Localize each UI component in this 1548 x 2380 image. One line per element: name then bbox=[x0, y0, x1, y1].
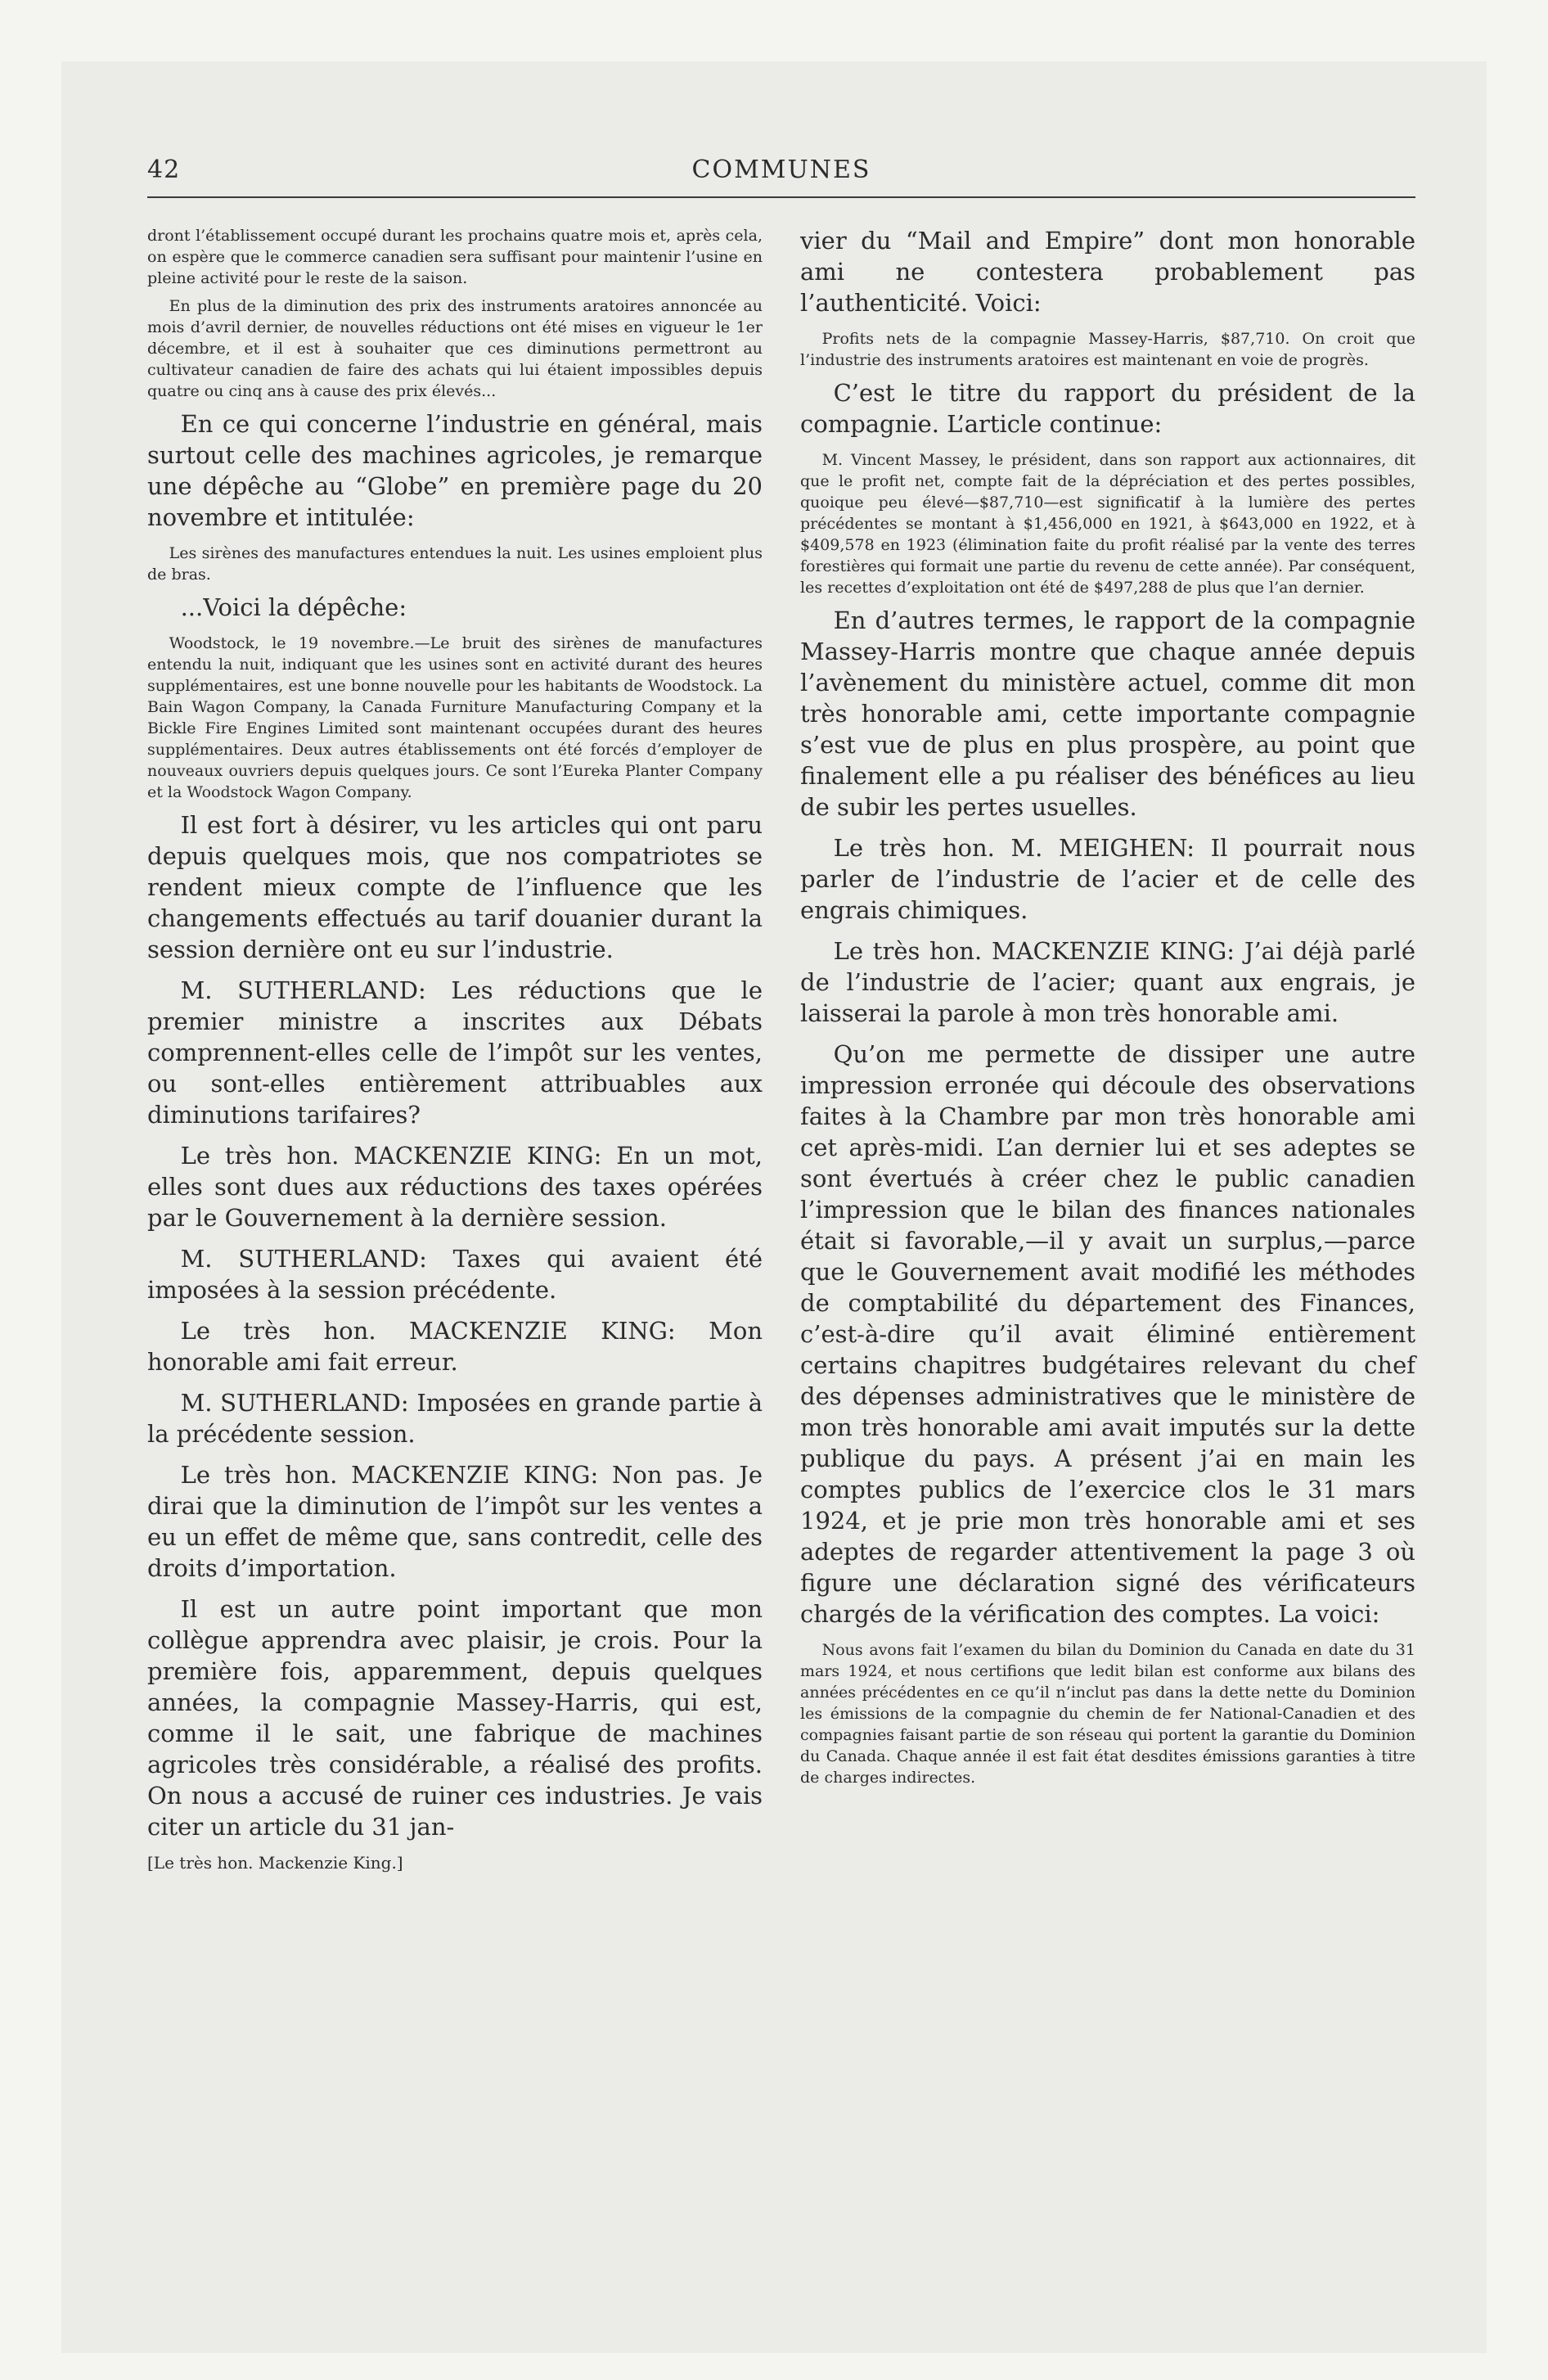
paragraph: Nous avons fait l’examen du bilan du Dominion du Canada en date du 31 mars 1924, et nous certifions que ledit bilan est conforme aux bilans des années précédentes en ce qu’il n’inclut pas dans la dette nette du Dominion les émissions de la compagnie du chemin de fer National-Canadien et des compagnies faisant partie de son réseau qui portent la garantie du Dominion du Canada. Chaque année il est fait état desdites émissions garanties à titre de charges indirectes. bbox=[800, 1641, 1415, 1787]
paragraph: En ce qui concerne l’industrie en général, mais surtout celle des machines agricoles, je remarque une dépêche au “Globe” en première page du 20 novembre et intitulée: bbox=[147, 410, 763, 531]
paragraph: vier du “Mail and Empire” dont mon honorable ami ne contestera probablement pas l’authenticité. Voici: bbox=[800, 227, 1415, 317]
left-column bbox=[147, 225, 763, 1873]
paragraph: Il est fort à désirer, vu les articles qui ont paru depuis quelques mois, que nos compatriotes se rendent mieux compte de l’influence que les changements effectués au tarif douanier durant la session dernière ont eu sur l’industrie. bbox=[147, 811, 763, 963]
paragraph: Il est un autre point important que mon collègue apprendra avec plaisir, je crois. Pour la première fois, apparemment, depuis quelques années, la compagnie Massey-Harris, qui est, comme il le sait, une fabrique de machines agricoles très considérable, a réalisé des profits. On nous a accusé de ruiner ces industries. Je vais citer un article du 31 jan- bbox=[147, 1595, 763, 1841]
paragraph: M. Vincent Massey, le président, dans son rapport aux actionnaires, dit que le profit net, compte fait de la dépréciation et des pertes possibles, quoique peu élevé—$87,710—est significatif à la lumière des pertes précédentes se montant à $1,456,000 en 1921, à $643,000 en 1922, et à $409,578 en 1923 (élimination faite du profit réalisé par la vente des terres forestières qui formait une partie du revenu de cette année). Par conséquent, les recettes d’exploitation ont été de $497,288 de plus que l’an dernier. bbox=[800, 451, 1415, 597]
paragraph: En plus de la diminution des prix des instruments aratoires annoncée au mois d’avril dernier, de nouvelles réductions ont été mises en vigueur le 1er décembre, et il est à souhaiter que ces diminutions permettront au cultivateur canadien de faire des achats qui lui étaient impossibles depuis quatre ou cinq ans à cause des prix élevés... bbox=[147, 297, 763, 400]
page-number: 42 bbox=[147, 156, 181, 184]
paragraph: Le très hon. MACKENZIE KING: J’ai déjà parlé de l’industrie de l’acier; quant aux engrais, je laisserai la parole à mon très honorable ami. bbox=[800, 937, 1415, 1027]
paragraph: M. SUTHERLAND: Imposées en grande partie à la précédente session. bbox=[147, 1389, 763, 1448]
left-column-paragraphs bbox=[147, 225, 763, 1842]
right-column bbox=[800, 225, 1415, 1795]
paragraph: ...Voici la dépêche: bbox=[180, 593, 407, 621]
paragraph: Les sirènes des manufactures entendues la nuit. Les usines emploient plus de bras. bbox=[147, 544, 763, 584]
paragraph: Profits nets de la compagnie Massey-Harris, $87,710. On croit que l’industrie des instruments aratoires est maintenant en voie de progrès. bbox=[800, 330, 1415, 369]
paragraph: Le très hon. MACKENZIE KING: Mon honorable ami fait erreur. bbox=[147, 1317, 763, 1376]
two-column-body bbox=[147, 225, 1415, 2320]
paragraph: Woodstock, le 19 novembre.—Le bruit des sirènes de manufactures entendu la nuit, indiquant que les usines sont en activité durant des heures supplémentaires, est une bonne nouvelle pour les habitants de Woodstock. La Bain Wagon Company, la Canada Furniture Manufacturing Company et la Bickle Fire Engines Limited sont maintenant occupées durant des heures supplémentaires. Deux autres établissements ont été forcés d’employer de nouveaux ouvriers depuis quelques jours. Ce sont l’Eureka Planter Company et la Woodstock Wagon Company. bbox=[147, 634, 763, 801]
paragraph: Le très hon. M. MEIGHEN: Il pourrait nous parler de l’industrie de l’acier et de celle des engrais chimiques. bbox=[800, 834, 1415, 924]
paragraph: C’est le titre du rapport du président de la compagnie. L’article continue: bbox=[800, 379, 1415, 438]
paragraph: Le très hon. MACKENZIE KING: En un mot, elles sont dues aux réductions des taxes opérées par le Gouvernement à la dernière session. bbox=[147, 1142, 763, 1232]
paragraph: dront l’établissement occupé durant les prochains quatre mois et, après cela, on espère que le commerce canadien sera suffisant pour maintenir l’usine en pleine activité pour le reste de la saison. bbox=[147, 227, 763, 287]
paragraph: Qu’on me permette de dissiper une autre impression erronée qui découle des observations faites à la Chambre par mon très honorable ami cet après-midi. L’an dernier lui et ses adeptes se sont évertués à créer chez le public canadien l’impression que le bilan des finances nationales était si favorable,—il y avait un surplus,—parce que le Gouvernement avait modifié les méthodes de comptabilité du département des Finances, c’est-à-dire qu’il avait éliminé entièrement certains chapitres budgétaires relevant du chef des dépenses administratives que le ministère de mon très honorable ami avait imputés sur la dette publique du pays. A présent j’ai en main les comptes publics de l’exercice clos le 31 mars 1924, et je prie mon très honorable ami et ses adeptes de regarder attentivement la page 3 où figure une déclaration signé des vérificateurs chargés de la vérification des comptes. La voici: bbox=[800, 1040, 1415, 1628]
page-title: COMMUNES bbox=[691, 156, 871, 184]
speaker-footer: [Le très hon. Mackenzie King.] bbox=[147, 1853, 403, 1873]
paragraph: En d’autres termes, le rapport de la compagnie Massey-Harris montre que chaque année depuis l’avènement du ministère actuel, comme dit mon très honorable ami, cette importante compagnie s’est vue de plus en plus prospère, au point que finalement elle a pu réaliser des bénéfices au lieu de subir les pertes usuelles. bbox=[800, 606, 1415, 821]
page-header bbox=[147, 147, 1415, 198]
page bbox=[147, 147, 1415, 2324]
paragraph: M. SUTHERLAND: Taxes qui avaient été imposées à la session précédente. bbox=[147, 1245, 763, 1304]
paragraph: M. SUTHERLAND: Les réductions que le premier ministre a inscrites aux Débats comprennent-elles celle de l’impôt sur les ventes, ou sont-elles entièrement attribuables aux diminutions tarifaires? bbox=[147, 976, 763, 1129]
paragraph: Le très hon. MACKENZIE KING: Non pas. Je dirai que la diminution de l’impôt sur les ventes a eu un effet de même que, sans contredit, celle des droits d’importation. bbox=[147, 1461, 763, 1582]
right-column-paragraphs bbox=[800, 225, 1415, 1788]
